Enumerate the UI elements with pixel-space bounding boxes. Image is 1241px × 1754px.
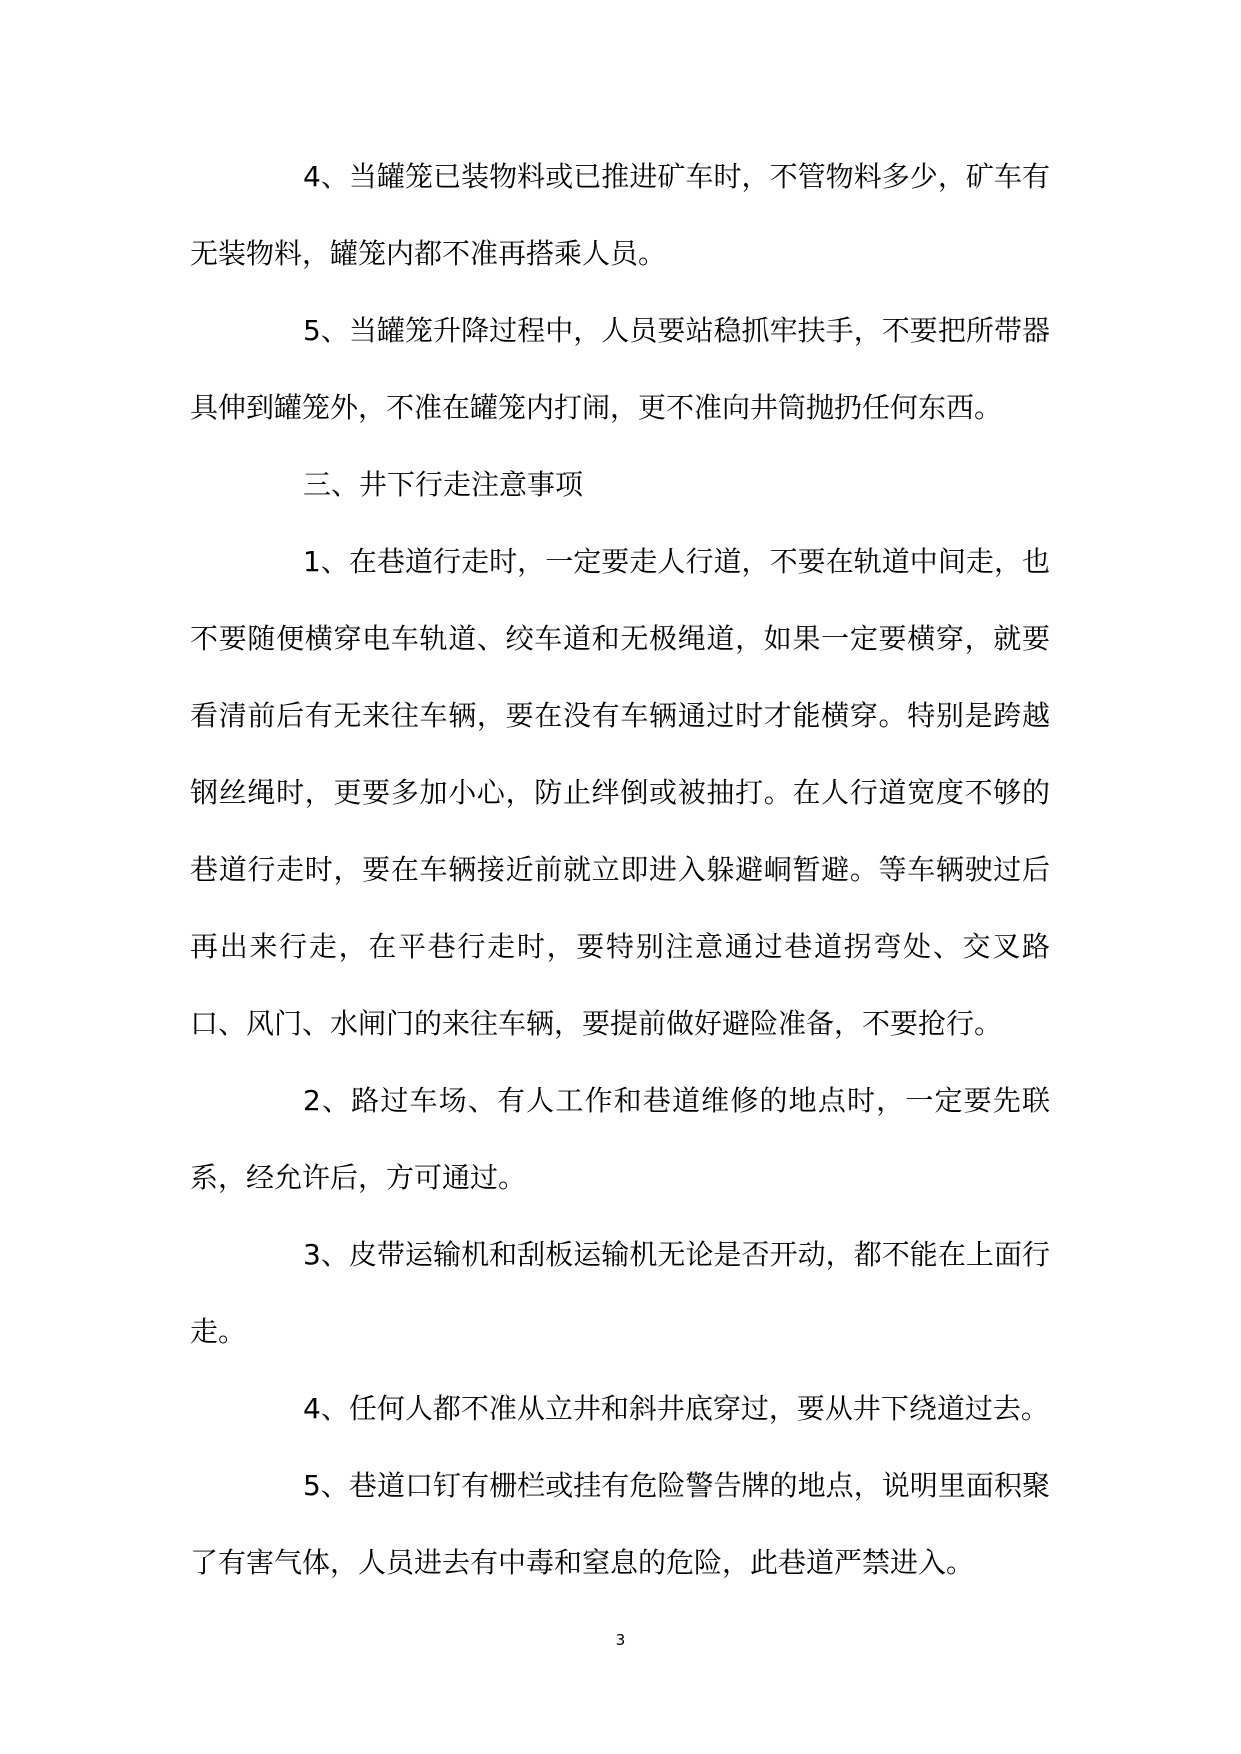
paragraph-passing-work-sites: 2、路过车场、有人工作和巷道维修的地点时，一定要先联系，经允许后，方可通过。 bbox=[190, 1084, 1050, 1194]
paragraph-roadway-walking: 1、在巷道行走时，一定要走人行道，不要在轨道中间走，也不要随便横穿电车轨道、绞车道和无极绳道，如果一定要横穿，就要看清前后有无来往车辆，要在没有车辆通过时才能横穿。特别是跨越钢丝绳时，更要多加小心，防止绊倒或被抽打。在人行道宽度不够的巷道行走时，要在车辆接近前就立即进入躲避峒暂避。等车辆驶过后再出来行走，在平巷行走时，要特别注意通过巷道拐弯处、交叉路口、风门、水闸门的来往车辆，要提前做好避险准备，不要抢行。 bbox=[190, 545, 1050, 1040]
paragraph-danger-sign: 5、巷道口钉有栅栏或挂有危险警告牌的地点，说明里面积聚了有害气体，人员进去有中毒和窒息的危险，此巷道严禁进入。 bbox=[190, 1469, 1050, 1579]
paragraph-cage-moving: 5、当罐笼升降过程中，人员要站稳抓牢扶手，不要把所带器具伸到罐笼外，不准在罐笼内打闹，更不准向井筒抛扔任何东西。 bbox=[190, 314, 1050, 424]
section-heading-walking: 三、井下行走注意事项 bbox=[303, 468, 584, 501]
page-number: 3 bbox=[615, 1631, 626, 1649]
paragraph-cage-loaded: 4、当罐笼已装物料或已推进矿车时，不管物料多少，矿车有无装物料，罐笼内都不准再搭乘人员。 bbox=[190, 160, 1050, 270]
document-body bbox=[190, 138, 1050, 1601]
paragraph-shaft-bottom: 4、任何人都不准从立井和斜井底穿过，要从井下绕道过去。 bbox=[303, 1392, 1049, 1425]
paragraph-conveyor: 3、皮带运输机和刮板运输机无论是否开动，都不能在上面行走。 bbox=[190, 1238, 1050, 1348]
